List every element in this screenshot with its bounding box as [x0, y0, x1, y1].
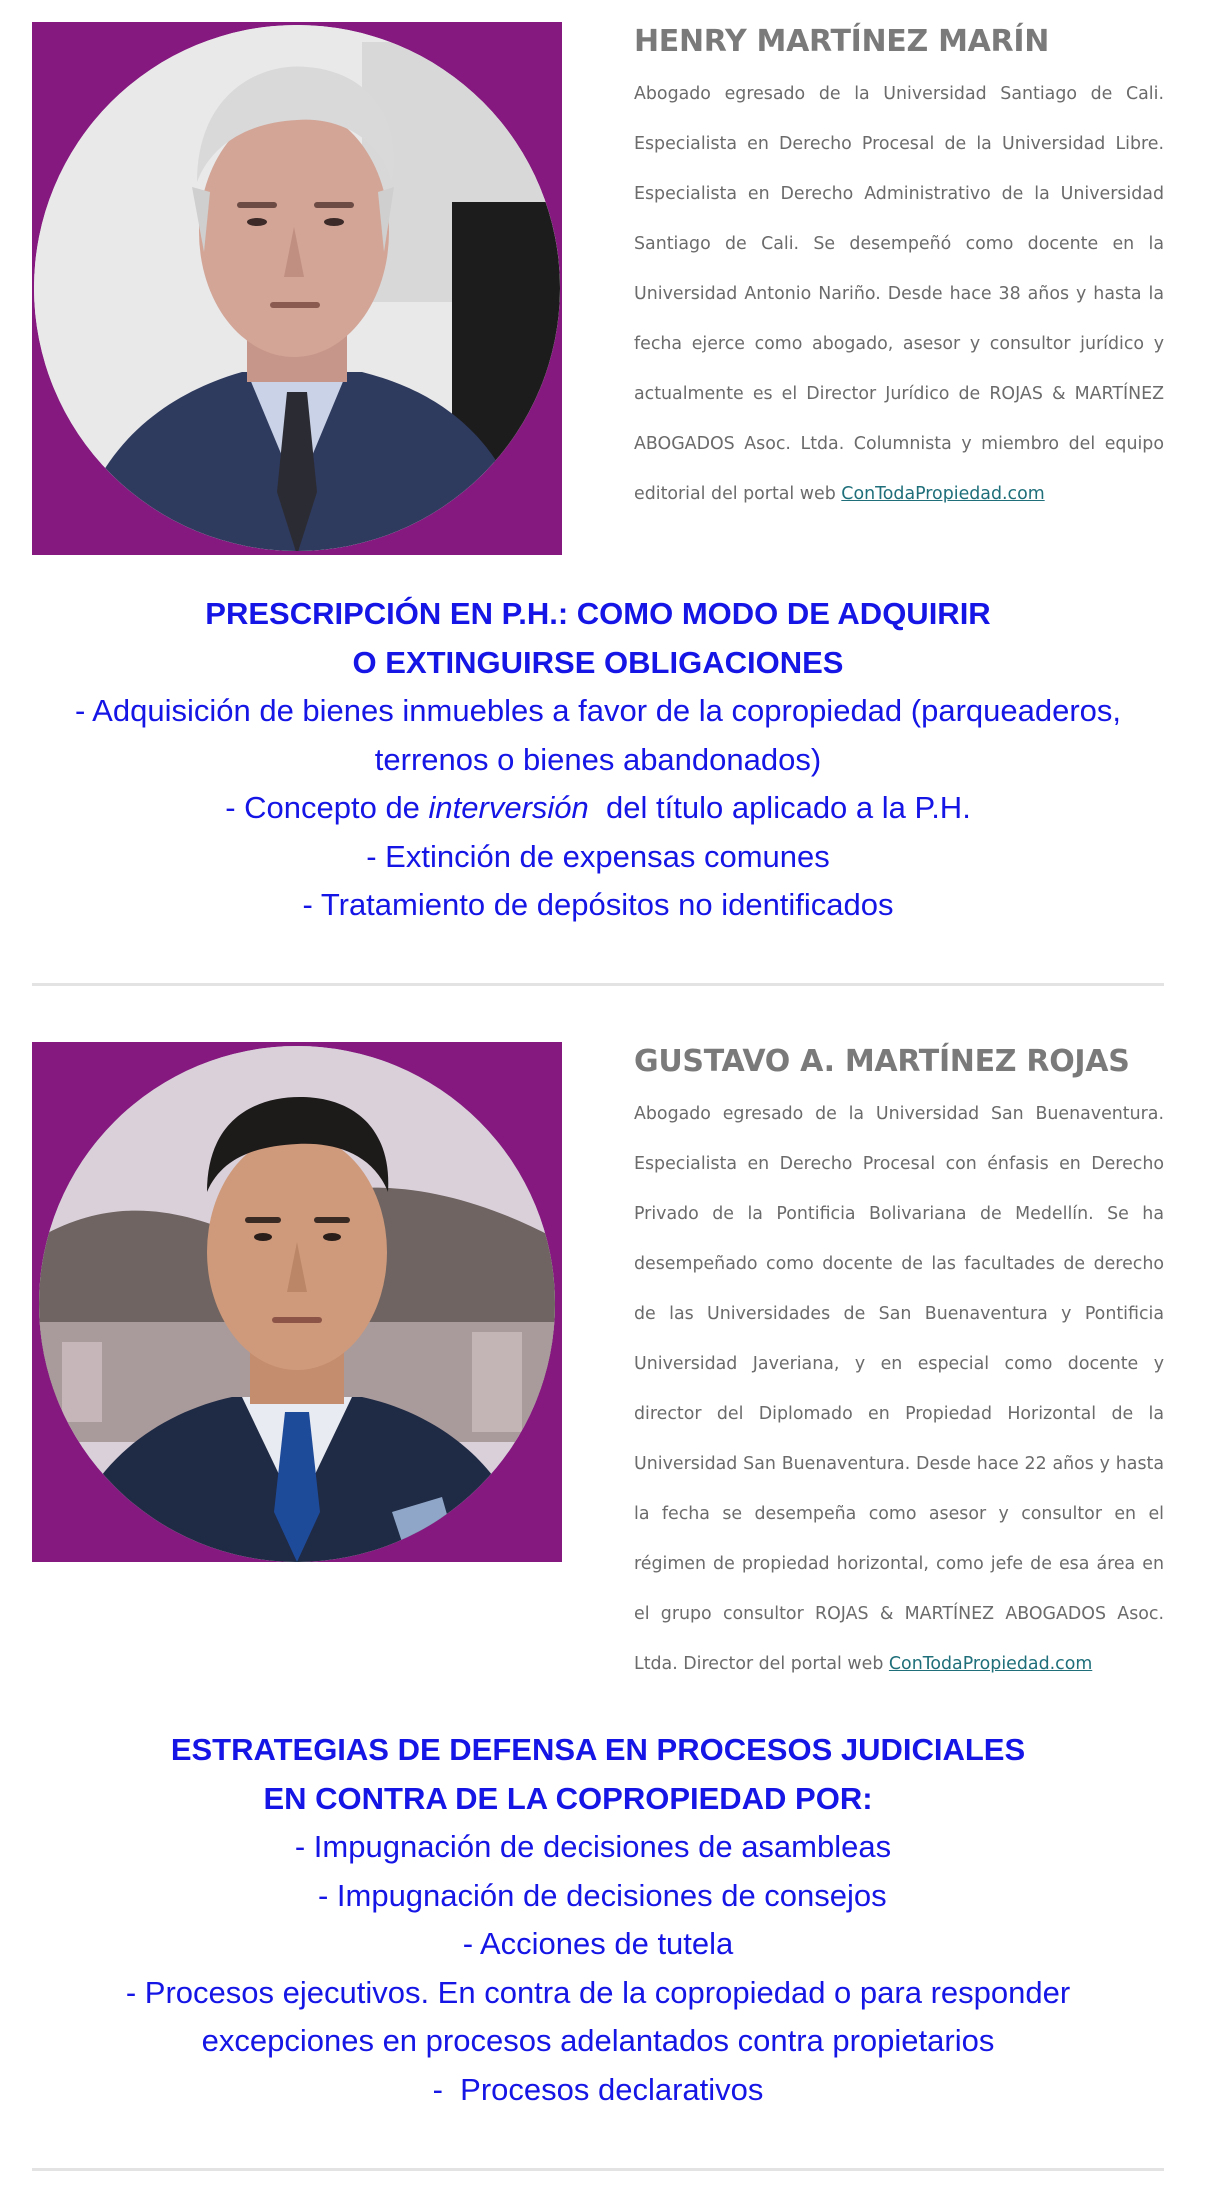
topic-gustavo	[30, 1726, 1166, 2114]
topic-title-line: O EXTINGUIRSE OBLIGACIONES	[352, 644, 844, 680]
topic-title-line: ESTRATEGIAS DE DEFENSA EN PROCESOS JUDICIALES	[170, 1732, 1026, 1767]
speaker-bio-gustavo	[634, 1044, 1164, 1689]
portal-link[interactable]: ConTodaPropiedad.com	[888, 1654, 1093, 1674]
topic-item: - Extinción de expensas comunes	[366, 838, 830, 874]
speaker-bio-text	[634, 1089, 1164, 1689]
speaker-bio-text	[634, 69, 1164, 519]
speaker-name: HENRY MARTÍNEZ MARÍN	[634, 24, 1050, 59]
topic-item: - Impugnación de decisiones de consejos	[309, 1877, 887, 1913]
topic-item: - Impugnación de decisiones de asambleas	[294, 1829, 892, 1864]
portrait-gustavo-image	[32, 1042, 562, 1562]
topic-item: - Tratamiento de depósitos no identificados	[302, 887, 894, 922]
portrait-henry-image	[32, 22, 562, 555]
topic-item: - Procesos declarativos	[432, 2071, 764, 2107]
bio-text: Abogado egresado de la Universidad Santiago de Cali. Especialista en Derecho Procesal de la Universidad Libre. Especialista en Derecho Administrativo de la Universidad Santiago de Cali. Se desempeñó como docente en la Universidad Antonio Nariño. Desde hace 38 años y hasta la fecha ejerce como abogado, asesor y consultor jurídico y actualmente es el Director Jurídico de ROJAS & MARTÍNEZ ABOGADOS Asoc. Ltda. Columnista y miembro del equipo editorial del portal web	[634, 84, 1164, 504]
topic-item-suffix: del título aplicado a la P.H.	[588, 790, 971, 825]
speaker-name: GUSTAVO A. MARTÍNEZ ROJAS	[634, 1044, 1130, 1079]
topic-title-line: PRESCRIPCIÓN EN P.H.: COMO MODO DE ADQUIRIR	[205, 596, 991, 631]
portal-link[interactable]: ConTodaPropiedad.com	[841, 484, 1045, 504]
topic-item: - Adquisición de bienes inmuebles a favor de la copropiedad (parqueaderos, terrenos o bienes abandonados)	[74, 693, 1122, 777]
topic-title-line: EN CONTRA DE LA COPROPIEDAD POR:	[263, 1780, 873, 1816]
topic-item-emphasis: interversión	[428, 790, 589, 825]
topic-item: - Procesos ejecutivos. En contra de la copropiedad o para responder excepciones en procesos adelantados contra propietarios	[125, 1974, 1071, 2058]
topic-item-prefix: - Concepto de	[225, 790, 429, 825]
section-divider	[32, 2168, 1164, 2171]
topic-henry	[30, 590, 1166, 930]
speaker-bio-henry	[634, 24, 1164, 519]
topic-item: - Acciones de tutela	[462, 1926, 734, 1961]
speaker-photo-gustavo	[32, 1042, 562, 1562]
section-divider	[32, 983, 1164, 986]
speaker-photo-henry	[32, 22, 562, 555]
bio-text: Abogado egresado de la Universidad San Buenaventura. Especialista en Derecho Procesal con énfasis en Derecho Privado de la Pontificia Bolivariana de Medellín. Se ha desempeñado como docente de las facultades de derecho de las Universidades de San Buenaventura y Pontificia Universidad Javeriana, y en especial como docente y director del Diplomado en Propiedad Horizontal de la Universidad San Buenaventura. Desde hace 22 años y hasta la fecha se desempeña como asesor y consultor en el régimen de propiedad horizontal, como jefe de esa área en el grupo consultor ROJAS & MARTÍNEZ ABOGADOS Asoc. Ltda. Director del portal web	[634, 1104, 1164, 1674]
topic-item	[30, 784, 1166, 833]
